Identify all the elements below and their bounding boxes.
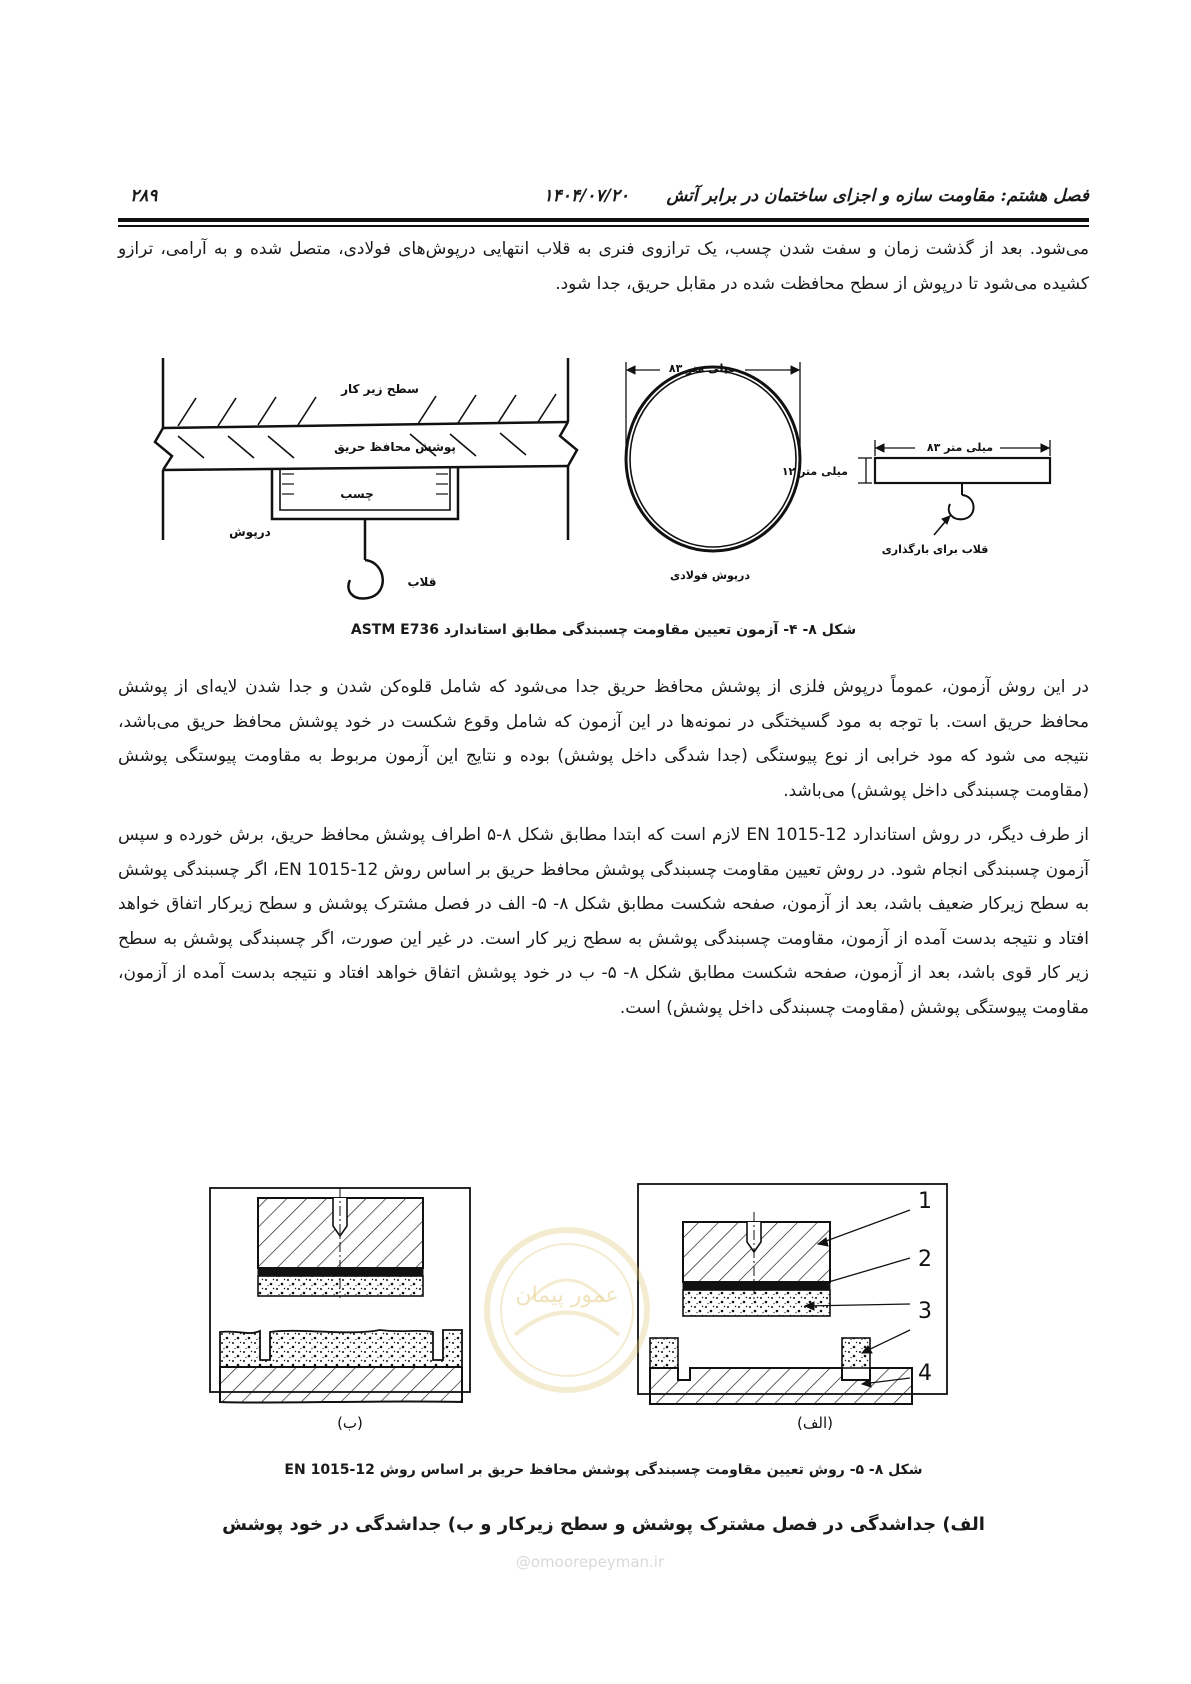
paragraph-3: از طرف دیگر، در روش استاندارد EN 1015-12 لازم است که ابتدا مطابق شکل ۸-۵ اطراف پوشش محافظ حریق، برش خورده و سپس آزمون چسبندگی انجام شود. در روش تعیین مقاومت چسبندگی پوشش محافظ حریق بر اساس روش EN 1015-12، اگر چسبندگی پوشش به سطح زیرکار ضعیف باشد، بعد از آزمون، صفحه شکست مطابق شکل ۸- ۵- الف در فصل مشترک پوشش و سطح زیرکار اتفاق خواهد افتاد و نتیجه بدست آمده از آزمون، مقاومت چسبندگی پوشش به سطح زیر کار است. در غیر این صورت، اگر چسبندگی پوشش به سطح زیر کار قوی باشد، بعد از آزمون، صفحه شکست مطابق شکل ۸- ۵- ب در خود پوشش اتفاق خواهد افتاد و نتیجه بدست آمده از آزمون، مقاومت پیوستگی پوشش (مقاومت چسبندگی داخل پوشش) است. bbox=[117, 825, 1089, 1018]
label-diameter: ۸۳ میلی متر bbox=[668, 362, 736, 375]
label-height: ۱۲ میلی متر bbox=[781, 465, 848, 478]
panel-b-label: (ب) bbox=[337, 1414, 363, 1432]
label-steel-cap: درپوش فولادی bbox=[669, 569, 751, 582]
figure-2-subcaption: الف) جداشدگی در فصل مشترک پوشش و سطح زیرکار و ب) جداشدگی در خود پوشش bbox=[222, 1514, 985, 1535]
figure-2-caption: شکل ۸- ۵- روش تعیین مقاومت چسبندگی پوشش محافظ حریق بر اساس روش EN 1015-12 bbox=[284, 1462, 923, 1478]
label-coating: پوشش محافظ حریق bbox=[334, 440, 456, 454]
watermark-logo-text: عمور پیمان bbox=[515, 1283, 619, 1308]
label-hook: قلاب bbox=[407, 575, 437, 589]
label-substrate: سطح زیر کار bbox=[341, 382, 419, 396]
paragraph-1: می‌شود. بعد از گذشت زمان و سفت شدن چسب، یک ترازوی فنری به قلاب انتهایی درپوش‌های فولادی، متصل شده و به آرامی، ترازو کشیده می‌شود تا درپوش از سطح محافظت شده در مقابل حریق، جدا شود. bbox=[118, 239, 1089, 294]
watermark-site: @omoorepeyman.ir bbox=[515, 1553, 665, 1571]
figure-1-caption: شکل ۸- ۴- آزمون تعیین مقاومت چسبندگی مطابق استاندارد ASTM E736 bbox=[350, 622, 857, 638]
panel-a-label: (الف) bbox=[797, 1414, 833, 1432]
callout-number-2: 2 bbox=[918, 1247, 932, 1272]
callout-number-3: 3 bbox=[918, 1299, 932, 1324]
label-cap: درپوش bbox=[229, 525, 271, 539]
figure-2-panel-a bbox=[638, 1184, 947, 1404]
figure-2-panel-b bbox=[210, 1188, 470, 1403]
watermark-logo bbox=[487, 1230, 647, 1390]
label-loading-hook: قلاب برای بارگذاری bbox=[881, 543, 989, 556]
chapter-title: فصل هشتم: مقاومت سازه و اجزای ساختمان در برابر آتش bbox=[666, 186, 1089, 206]
label-width: ۸۳ میلی متر bbox=[926, 441, 994, 454]
paragraph-2: در این روش آزمون، عموماً درپوش فلزی از پوشش محافظ حریق جدا می‌شود که شامل قلوه‌کن شدن و جدا شدن لایه‌ای از پوشش محافظ حریق است. با توجه به مود گسیختگی در نمونه‌ها در این آزمون که شامل وقوع شکست در خود پوشش محافظ حریق می‌باشد، نتیجه می شود که مود خرابی از نوع پیوستگی (جدا شدگی داخل پوشش) بوده و نتایج این آزمون مربوط به مقاومت پیوستگی پوشش (مقاومت چسبندگی داخل پوشش) می‌باشد. bbox=[118, 677, 1089, 801]
label-glue: چسب bbox=[340, 487, 374, 501]
callout-number-4: 4 bbox=[918, 1361, 932, 1386]
page-number: ۲۸۹ bbox=[130, 186, 158, 206]
callout-number-1: 1 bbox=[918, 1189, 932, 1214]
header-date: ۱۴۰۴/۰۷/۲۰ bbox=[543, 186, 629, 206]
